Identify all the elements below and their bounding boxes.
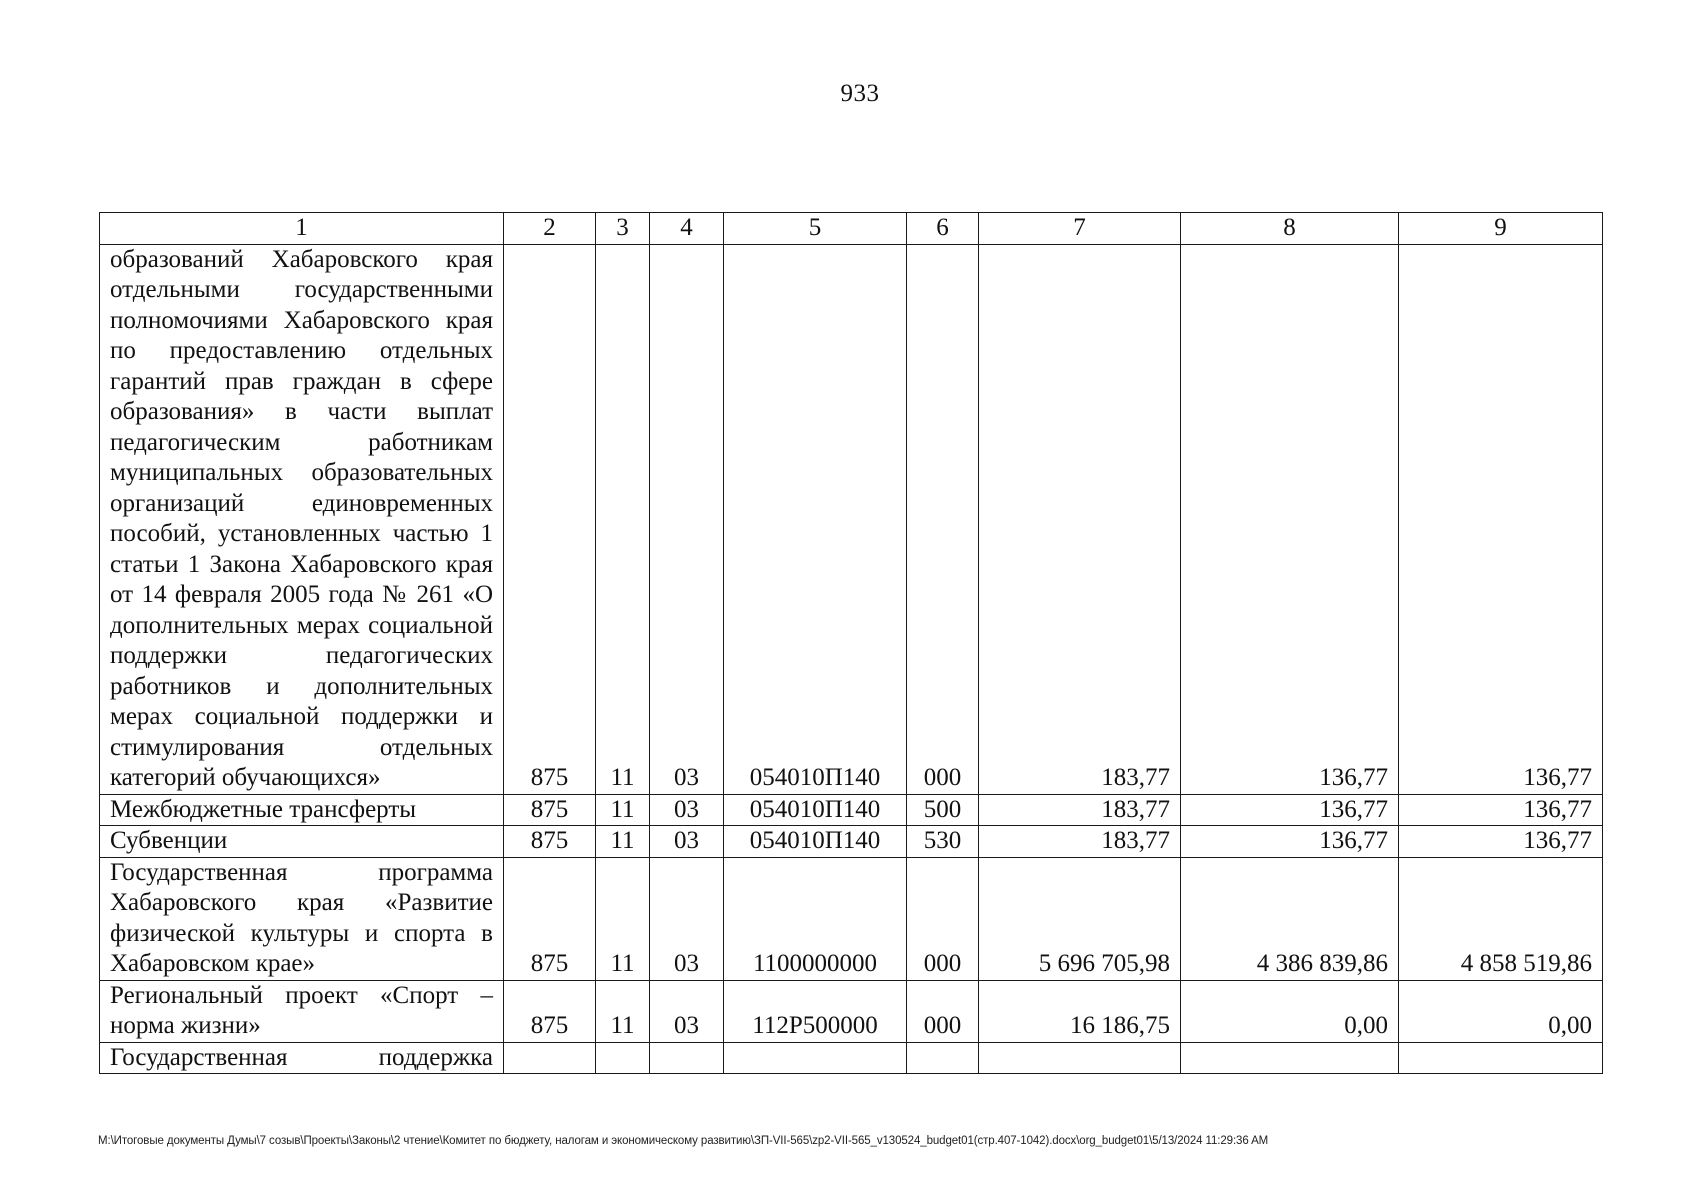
cell-col2: 875 (504, 980, 596, 1042)
table-row (100, 1042, 1603, 1074)
cell-col6: 000 (907, 244, 979, 794)
cell-col3: 11 (596, 857, 650, 980)
column-header: 6 (907, 213, 979, 245)
table-row (100, 857, 1603, 980)
row-name: Государственная программа Хабаровского края «Развитие физической культуры и спорта в Хабаровском крае» (100, 857, 504, 980)
cell-col9 (1399, 1042, 1603, 1074)
cell-col9: 136,77 (1399, 794, 1603, 826)
cell-col4 (650, 1042, 724, 1074)
cell-col3: 11 (596, 980, 650, 1042)
cell-col2 (504, 1042, 596, 1074)
column-header: 5 (724, 213, 907, 245)
column-header: 4 (650, 213, 724, 245)
cell-col5: 112P500000 (724, 980, 907, 1042)
cell-col4: 03 (650, 980, 724, 1042)
cell-col4: 03 (650, 857, 724, 980)
cell-col5: 054010П140 (724, 826, 907, 858)
table-row (100, 794, 1603, 826)
cell-col7: 183,77 (979, 794, 1181, 826)
cell-col4: 03 (650, 794, 724, 826)
table-row (100, 244, 1603, 794)
footer-file-path: M:\Итоговые документы Думы\7 созыв\Проекты\Законы\2 чтение\Комитет по бюджету, налогам и экономическому развитию\ЗП-VII-565\zp2-VII-565_v130524_budget01(стр.407-1042).docx\org_budget01\5/13/2024 11:29:36 AM (98, 1135, 1269, 1147)
cell-col8: 136,77 (1181, 794, 1399, 826)
cell-col2: 875 (504, 826, 596, 858)
column-header: 1 (100, 213, 504, 245)
cell-col8: 136,77 (1181, 244, 1399, 794)
row-name: Региональный проект «Спорт – норма жизни» (100, 980, 504, 1042)
row-name: Межбюджетные трансферты (100, 794, 504, 826)
table-header-row (100, 213, 1603, 245)
column-header: 2 (504, 213, 596, 245)
cell-col4: 03 (650, 244, 724, 794)
cell-col5: 1100000000 (724, 857, 907, 980)
cell-col6: 530 (907, 826, 979, 858)
cell-col3: 11 (596, 794, 650, 826)
cell-col6 (907, 1042, 979, 1074)
cell-col7: 5 696 705,98 (979, 857, 1181, 980)
cell-col8: 4 386 839,86 (1181, 857, 1399, 980)
cell-col9: 0,00 (1399, 980, 1603, 1042)
cell-col8: 136,77 (1181, 826, 1399, 858)
cell-col9: 136,77 (1399, 244, 1603, 794)
cell-col6: 000 (907, 857, 979, 980)
cell-col8 (1181, 1042, 1399, 1074)
cell-col2: 875 (504, 857, 596, 980)
budget-table (99, 212, 1603, 1074)
cell-col2: 875 (504, 244, 596, 794)
cell-col5: 054010П140 (724, 244, 907, 794)
cell-col7 (979, 1042, 1181, 1074)
cell-col3: 11 (596, 826, 650, 858)
cell-col3: 11 (596, 244, 650, 794)
page-number: 933 (840, 80, 880, 107)
column-header: 7 (979, 213, 1181, 245)
table-row (100, 980, 1603, 1042)
cell-col7: 183,77 (979, 826, 1181, 858)
column-header: 8 (1181, 213, 1399, 245)
row-name: Государственная поддержка (100, 1042, 504, 1074)
cell-col6: 000 (907, 980, 979, 1042)
cell-col8: 0,00 (1181, 980, 1399, 1042)
cell-col6: 500 (907, 794, 979, 826)
cell-col5: 054010П140 (724, 794, 907, 826)
cell-col4: 03 (650, 826, 724, 858)
cell-col9: 136,77 (1399, 826, 1603, 858)
row-name: Субвенции (100, 826, 504, 858)
column-header: 9 (1399, 213, 1603, 245)
row-name: образований Хабаровского края отдельными государственными полномочиями Хабаровского края по предоставлению отдельных гарантий прав граждан в сфере образования» в части выплат педагогическим работникам муниципальных образовательных организаций единовременных пособий, установленных частью 1 статьи 1 Закона Хабаровского края от 14 февраля 2005 года № 261 «О дополнительных мерах социальной поддержки педагогических работников и дополнительных мерах социальной поддержки и стимулирования отдельных категорий обучающихся» (100, 244, 504, 794)
column-header: 3 (596, 213, 650, 245)
cell-col7: 16 186,75 (979, 980, 1181, 1042)
cell-col7: 183,77 (979, 244, 1181, 794)
cell-col9: 4 858 519,86 (1399, 857, 1603, 980)
cell-col3 (596, 1042, 650, 1074)
cell-col5 (724, 1042, 907, 1074)
table-row (100, 826, 1603, 858)
cell-col2: 875 (504, 794, 596, 826)
